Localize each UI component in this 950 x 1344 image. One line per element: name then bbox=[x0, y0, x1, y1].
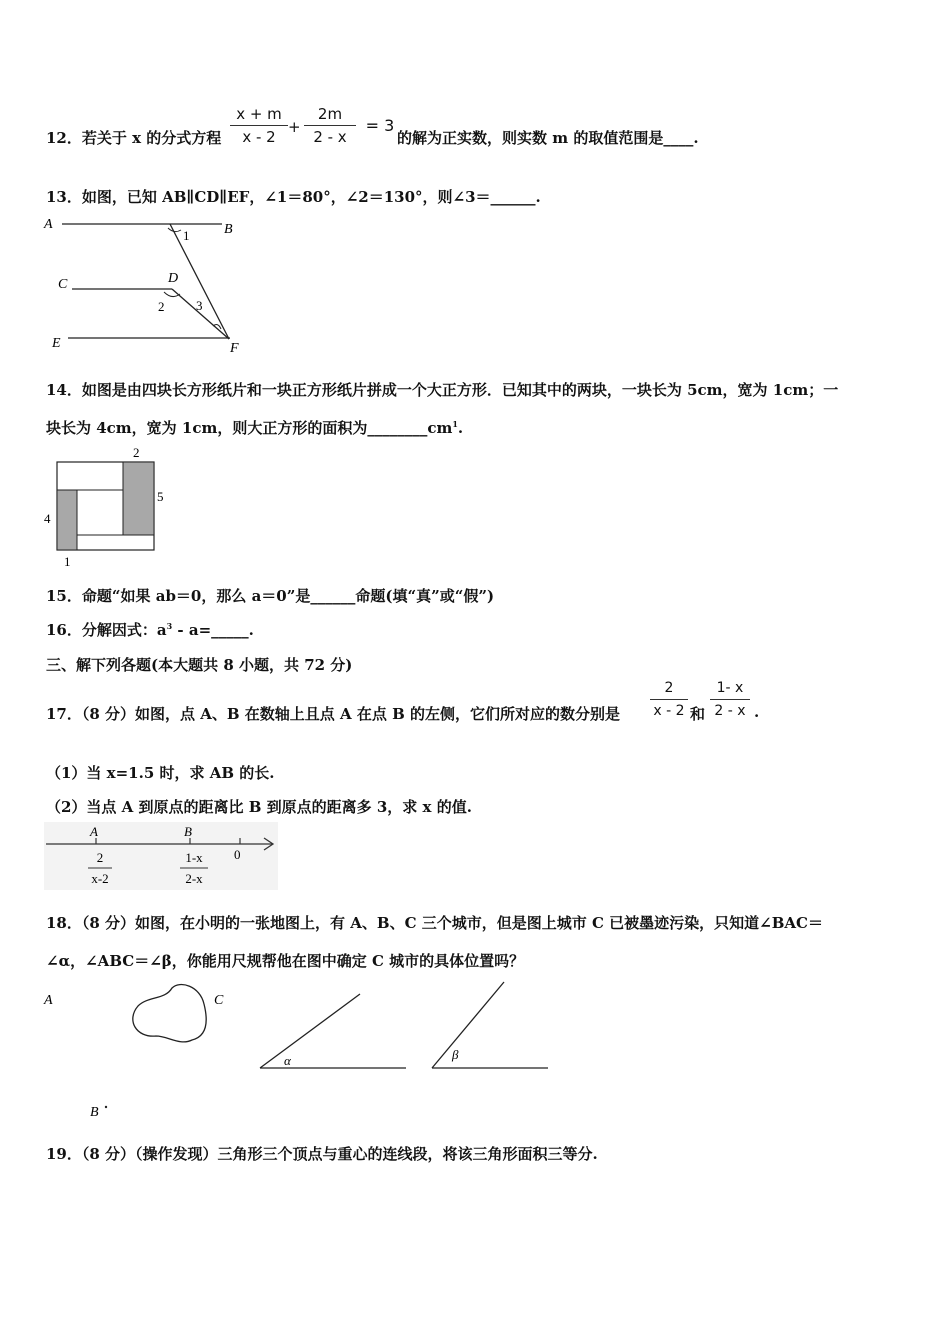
q16-rest: - a=_____. bbox=[172, 621, 254, 639]
q13-label-E: E bbox=[52, 336, 61, 351]
q12-equals: = 3 bbox=[365, 116, 395, 135]
q14-line-2-text: 块长为 4cm，宽为 1cm，则大正方形的面积为________cm bbox=[46, 419, 453, 437]
q12-frac2-numerator: 2m bbox=[317, 105, 343, 123]
q14-line-1: 14．如图是由四块长方形纸片和一块正方形纸片拼成一个大正方形．已知其中的两块，一块长为 5cm，宽为 1cm；一 bbox=[46, 381, 839, 399]
q17-end: . bbox=[754, 703, 760, 721]
q18-ink-blot bbox=[133, 985, 206, 1042]
q17-axis-b-denominator: 2-x bbox=[185, 871, 203, 886]
q14-label-right: 5 bbox=[157, 489, 164, 504]
q12-prefix: 12．若关于 x 的分式方程 bbox=[46, 129, 222, 147]
q18-point-B bbox=[105, 1106, 107, 1108]
q14-label-bottom: 1 bbox=[64, 554, 71, 569]
q17-frac1-denominator: x - 2 bbox=[653, 703, 685, 719]
q18-angle-beta: β bbox=[452, 1047, 459, 1062]
q12-frac2-denominator: 2 - x bbox=[313, 128, 347, 146]
q14-line-2 bbox=[46, 417, 463, 438]
q17-part-1: （1）当 x=1.5 时，求 AB 的长. bbox=[46, 764, 275, 782]
q13-label-A: A bbox=[44, 217, 53, 232]
q13-text: 13．如图，已知 AB∥CD∥EF，∠1＝80°，∠2＝130°，则∠3＝______. bbox=[46, 188, 541, 206]
q17-frac2-numerator: 1- x bbox=[716, 680, 744, 696]
q17-axis-label-A: A bbox=[90, 824, 98, 839]
q17-and: 和 bbox=[690, 705, 706, 723]
q13-label-B: B bbox=[224, 222, 233, 237]
q18-label-C: C bbox=[214, 993, 224, 1008]
q18-line-2: ∠α，∠ABC＝∠β，你能用尺规帮他在图中确定 C 城市的具体位置吗？ bbox=[46, 952, 525, 970]
q19-text: 19．（8 分）（操作发现）三角形三个顶点与重心的连线段，将该三角形面积三等分. bbox=[46, 1145, 598, 1163]
q12-suffix: 的解为正实数，则实数 m 的取值范围是____. bbox=[397, 129, 699, 147]
q17-axis-a-numerator: 2 bbox=[96, 850, 104, 865]
q14-label-left: 4 bbox=[44, 511, 51, 526]
q13-angle-1: 1 bbox=[183, 228, 190, 243]
q17-number-line bbox=[44, 822, 278, 890]
q12-frac1-numerator: x + m bbox=[236, 105, 282, 123]
q12-fraction-2 bbox=[304, 104, 356, 147]
q12-fraction-1 bbox=[230, 104, 288, 147]
q17-axis-zero: 0 bbox=[234, 847, 241, 862]
q18-line-1: 18．（8 分）如图，在小明的一张地图上，有 A、B、C 三个城市，但是图上城市 C 已被墨迹污染，只知道∠BAC＝ bbox=[46, 914, 823, 932]
q17-frac1-numerator: 2 bbox=[664, 680, 674, 696]
q17-part-2: （2）当点 A 到原点的距离比 B 到原点的距离多 3，求 x 的值. bbox=[46, 798, 472, 816]
q14-figure bbox=[40, 444, 175, 572]
q17-axis-b-numerator: 1-x bbox=[185, 850, 203, 865]
q13-label-C: C bbox=[58, 277, 68, 292]
q18-figure bbox=[40, 976, 560, 1126]
q18-label-B: B bbox=[90, 1105, 99, 1120]
q17-fraction-1 bbox=[650, 678, 688, 721]
q13-figure bbox=[40, 212, 260, 357]
q17-fraction-2 bbox=[710, 678, 750, 721]
q17-text: 17．（8 分）如图，点 A、B 在数轴上且点 A 在点 B 的左侧，它们所对应的数分别是 bbox=[46, 705, 621, 723]
q17-axis-a-denominator: x-2 bbox=[91, 871, 109, 886]
q12-frac1-denominator: x - 2 bbox=[242, 128, 276, 146]
q18-label-A: A bbox=[44, 993, 53, 1008]
q16-text bbox=[46, 619, 254, 640]
q13-angle-2: 2 bbox=[158, 299, 165, 314]
q18-angle-alpha: α bbox=[284, 1053, 291, 1068]
q14-end: . bbox=[457, 419, 464, 437]
q14-label-top: 2 bbox=[133, 445, 140, 460]
q17-axis-label-B: B bbox=[184, 824, 192, 839]
q15-text: 15．命题“如果 ab＝0，那么 a＝0”是______命题(填“真”或“假”) bbox=[46, 587, 495, 605]
q13-label-D: D bbox=[168, 271, 179, 286]
q12-plus: + bbox=[288, 118, 301, 136]
q14-superscript: 1 bbox=[452, 419, 458, 429]
q13-label-F: F bbox=[230, 341, 239, 356]
q17-frac2-denominator: 2 - x bbox=[714, 703, 746, 719]
q13-angle-3: 3 bbox=[196, 298, 203, 313]
q16-text-main: 16．分解因式：a bbox=[46, 621, 167, 639]
q16-superscript: 3 bbox=[166, 621, 173, 631]
section-3-heading: 三、解下列各题(本大题共 8 小题，共 72 分) bbox=[46, 656, 353, 674]
